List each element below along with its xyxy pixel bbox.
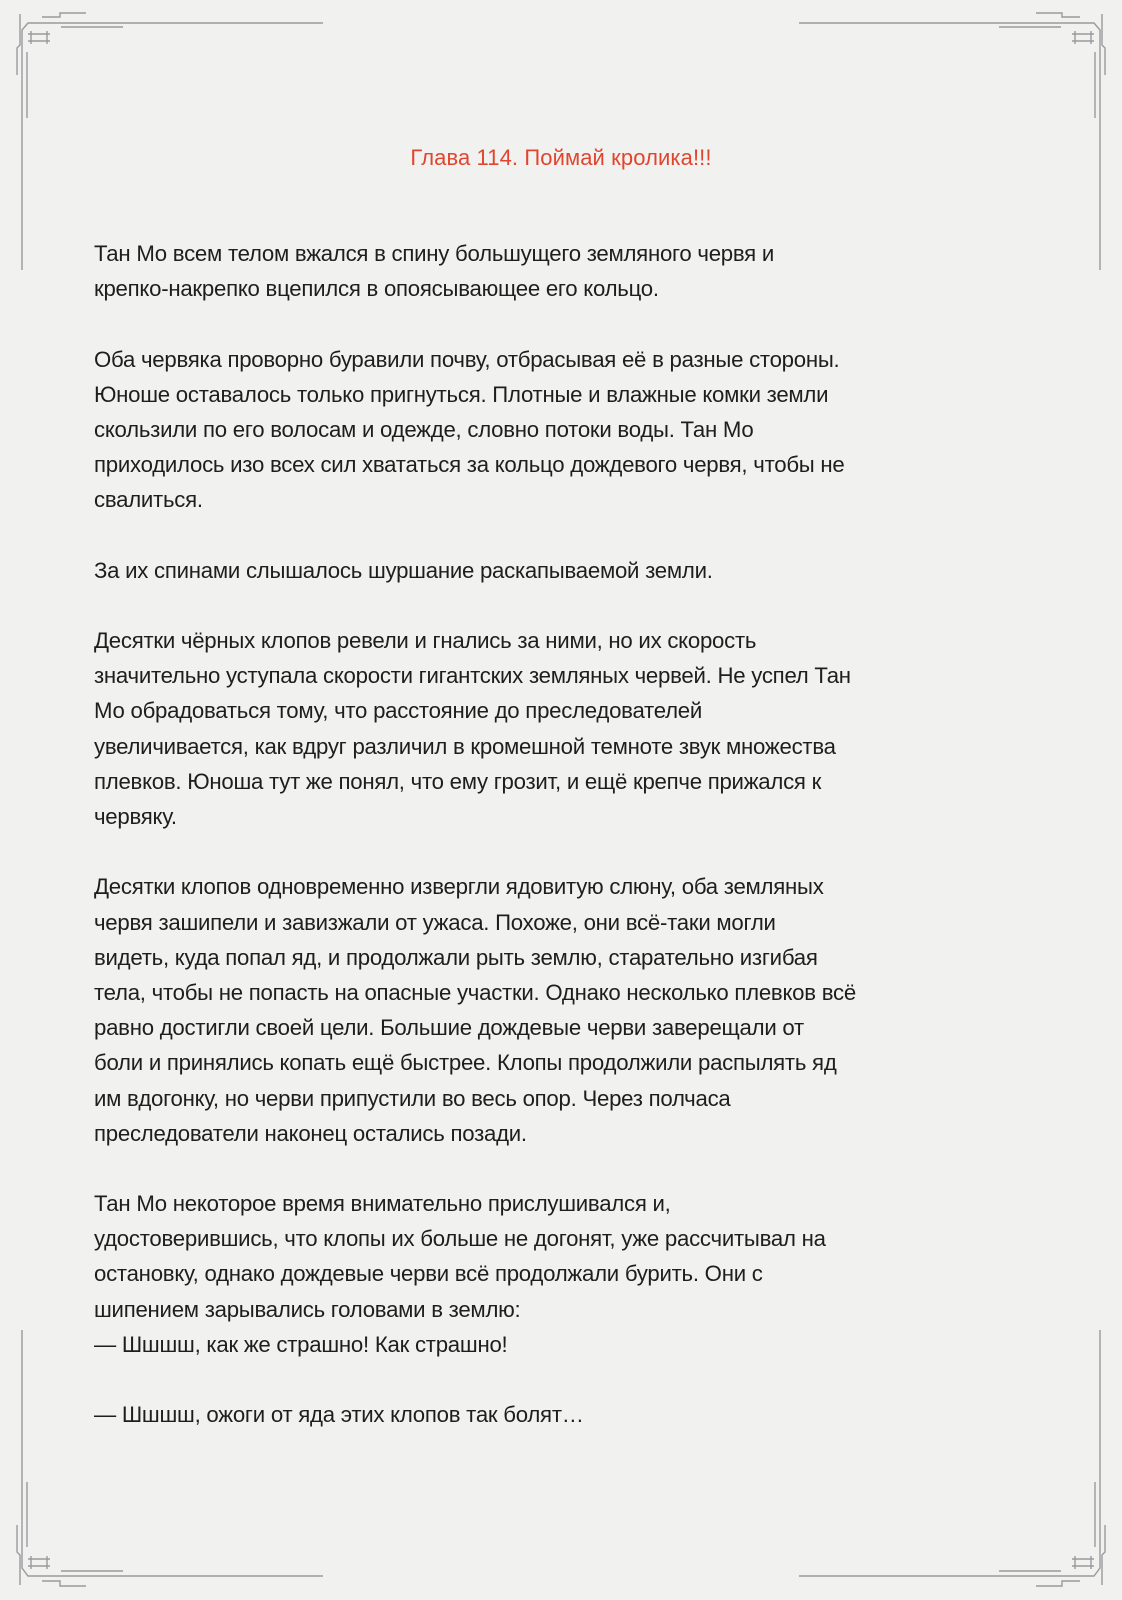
text-line: — Шшшш, ожоги от яда этих клопов так болят…: [94, 1402, 584, 1428]
paragraph: [94, 342, 1034, 518]
text-line: остановку, однако дождевые черви всё продолжали бурить. Они с: [94, 1261, 763, 1287]
text-line: Тан Мо всем телом вжался в спину большущего земляного червя и: [94, 241, 775, 266]
text-line: плевков. Юноша тут же понял, что ему грозит, и ещё крепче прижался к: [94, 768, 822, 794]
paragraph: [94, 236, 1034, 306]
text-line: Мо обрадоваться тому, что расстояние до преследователей: [94, 698, 703, 724]
text-line: За их спинами слышалось шуршание раскапываемой земли.: [94, 557, 713, 583]
text-line: скользили по его волосам и одежде, словно потоки воды. Тан Мо: [94, 416, 754, 442]
text-line: крепко-накрепко вцепился в опоясывающее его кольцо.: [94, 276, 659, 302]
text-line: Оба червяка проворно буравили почву, отбрасывая её в разные стороны.: [94, 346, 840, 372]
text-line: боли и принялись копать ещё быстрее. Клопы продолжили распылять яд: [94, 1050, 837, 1076]
text-line: Тан Мо некоторое время внимательно прислушивался и,: [94, 1191, 671, 1217]
chapter-title: Глава 114. Поймай кролика!!!: [410, 145, 712, 170]
text-line: Десятки клопов одновременно извергли ядовитую слюну, оба земляных: [94, 874, 824, 900]
paragraph: [94, 623, 1034, 834]
text-line: преследователи наконец остались позади.: [94, 1120, 527, 1146]
corner-ornament-top-right: [799, 13, 1105, 270]
paragraph: [94, 1397, 1034, 1432]
text-line: им вдогонку, но черви припустили во весь опор. Через полчаса: [94, 1085, 731, 1111]
text-line: тела, чтобы не попасть на опасные участки. Однако несколько плевков всё: [94, 979, 856, 1005]
text-line: шипением зарывались головами в землю:: [94, 1296, 521, 1322]
text-line: свалиться.: [94, 487, 203, 513]
text-line: увеличивается, как вдруг различил в кромешной темноте звук множества: [94, 733, 836, 759]
text-line: значительно уступала скорости гигантских земляных червей. Не успел Тан: [94, 663, 851, 689]
paragraph: [94, 553, 1034, 588]
text-line: червя зашипели и завизжали от ужаса. Похоже, они всё-таки могли: [94, 909, 776, 935]
text-line: червяку.: [94, 804, 177, 829]
paragraph: [94, 1186, 1034, 1362]
corner-ornament-top-left: [17, 13, 323, 270]
text-line: равно достигли своей цели. Большие дождевые черви заверещали от: [94, 1015, 804, 1041]
text-line: Десятки чёрных клопов ревели и гнались за ними, но их скорость: [94, 628, 757, 654]
chapter-body: [94, 236, 1034, 1468]
text-line: приходилось изо всех сил хвататься за кольцо дождевого червя, чтобы не: [94, 452, 845, 478]
text-line: удостоверившись, что клопы их больше не догонят, уже рассчитывал на: [94, 1226, 826, 1252]
text-line: — Шшшш, как же страшно! Как страшно!: [94, 1331, 508, 1357]
text-line: видеть, куда попал яд, и продолжали рыть землю, старательно изгибая: [94, 944, 818, 970]
text-line: Юноше оставалось только пригнуться. Плотные и влажные комки земли: [94, 381, 829, 407]
paragraph: [94, 869, 1034, 1151]
